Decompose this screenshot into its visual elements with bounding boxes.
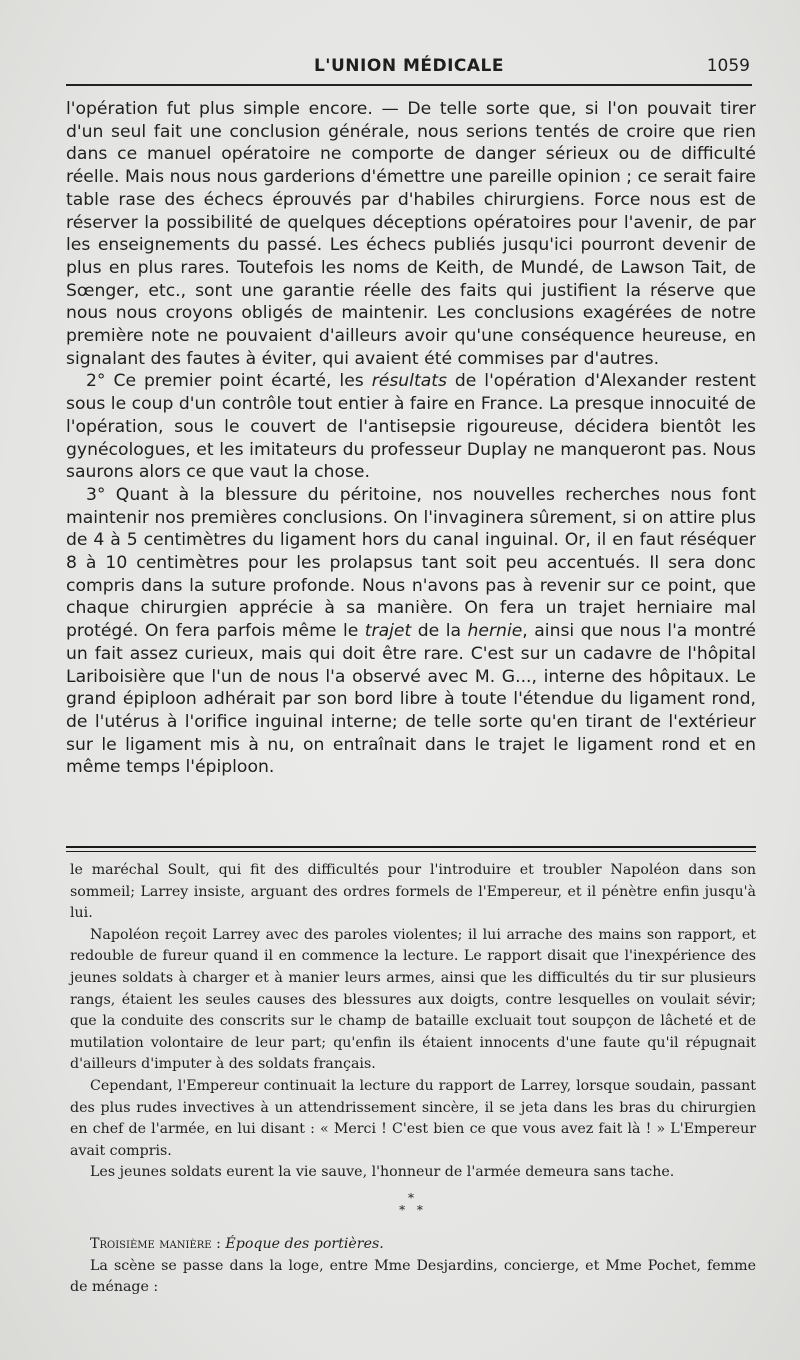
feuilleton-paragraph-5: Troisième manière : Époque des portières. [90,1235,384,1252]
feuilleton-paragraph-1: le maréchal Soult, qui fit des difficultés pour l'introduire et troubler Napoléon dans son sommeil; Larrey insiste, arguant des ordres formels de l'Empereur, et il pénètre enfin jusqu'à lui. [70,862,756,922]
feuilleton-paragraph-2: Napoléon reçoit Larrey avec des paroles violentes; il lui arrache des mains son rapport, et redouble de fureur quand il en commence la lecture. Le rapport disait que l'inexpérience des jeunes soldats à charger et à manier leurs armes, ainsi que les difficultés du tir sur plusieurs rangs, étaient les seules causes des blessures aux doigts, contre lesquelles on voulait sévir; que la conduite des conscrits sur le champ de bataille excluait tout soupçon de lâcheté et de mutilation volontaire de leur part; qu'enfin ils étaient innocents d'une faute qu'il répugnait d'ailleurs d'imputer à des soldats français. [70,926,756,1073]
feuilleton-separator-rule-thin [66,851,756,852]
italic-trajet: trajet [364,621,412,642]
main-article-text [66,98,756,779]
feuilleton-separator-rule [66,846,756,848]
feuilleton-paragraph-4: Les jeunes soldats eurent la vie sauve, l'honneur de l'armée demeura sans tache. [90,1164,675,1181]
feuilleton-paragraph-6: La scène se passe dans la loge, entre Mme Desjardins, concierge, et Mme Pochet, femme de ménage : [70,1257,756,1296]
paragraph-1: l'opération fut plus simple encore. — De telle sorte que, si l'on pouvait tirer d'un seul fait une conclusion générale, nous serions tentés de croire que rien dans ce manuel opératoire ne comporte de danger sérieux ou de difficulté réelle. Mais nous nous garderions d'émettre une pareille opinion ; ce serait faire table rase des échecs éprouvés par d'habiles chirurgiens. Force nous est de réserver la possibilité de quelques déceptions opératoires pour l'avenir, de par les enseignements du passé. Les échecs publiés jusqu'ici pourront devenir de plus en plus rares. Toutefois les noms de Keith, de Mundé, de Lawson Tait, de Sœnger, etc., sont une garantie réelle des faits qui justifient la réserve que nous nous croyons obligés de maintenir. Les conclusions exagérées de notre première note ne pouvaient d'ailleurs avoir qu'une conséquence heureuse, en signalant des fautes à éviter, qui avaient été commises par d'autres. [66,99,756,369]
page-number: 1059 [706,56,750,76]
page-header [66,56,752,80]
feuilleton-text [70,860,756,1299]
section-asterism: * * * [399,1190,427,1217]
italic-resultats: résultats [371,371,447,392]
feuilleton-paragraph-3: Cependant, l'Empereur continuait la lecture du rapport de Larrey, lorsque soudain, passant des plus rudes invectives à un attendrissement sincère, il se jeta dans les bras du chirurgien en chef de l'armée, en lui disant : « Merci ! C'est bien ce que vous avez fait là ! » L'Empereur avait compris. [70,1077,756,1159]
paragraph-3: 3° Quant à la blessure du péritoine, nos nouvelles recherches nous font maintenir nos premières conclusions. On l'invaginera sûrement, si on attire plus de 4 à 5 centimètres du ligament hors du canal inguinal. Or, il en faut réséquer 8 à 10 centimètres pour les prolapsus tant soit peu accentués. Il sera donc compris dans la suture profonde. Nous n'avons pas à revenir sur ce point, que chaque chirurgien apprécie à sa manière. On fera un trajet herniaire mal protégé. On fera parfois même le trajet de la hernie, ainsi que nous l'a montré un fait assez curieux, mais qui doit être rare. C'est sur un cadavre de l'hôpital Lariboisière que l'un de nous l'a observé avec M. G..., interne des hôpitaux. Le grand épiploon adhérait par son bord libre à toute l'étendue du ligament rond, de l'utérus à l'orifice inguinal interne; de telle sorte qu'en tirant de l'extérieur sur le ligament mis à nu, on entraînait dans le trajet le ligament rond et en même temps l'épiploon. [66,484,756,778]
journal-title: L'UNION MÉDICALE [313,56,505,76]
header-rule [66,84,752,86]
italic-hernie: hernie [467,621,523,642]
paragraph-2: 2° Ce premier point écarté, les résultats de l'opération d'Alexander restent sous le coup d'un contrôle tout entier à faire en France. La presque innocuité de l'opération, sous le couvert de l'antisepsie rigoureuse, décidera bientôt les gynécologues, et les imitateurs du professeur Duplay ne manqueront pas. Nous saurons alors ce que vaut la chose. [66,371,756,483]
